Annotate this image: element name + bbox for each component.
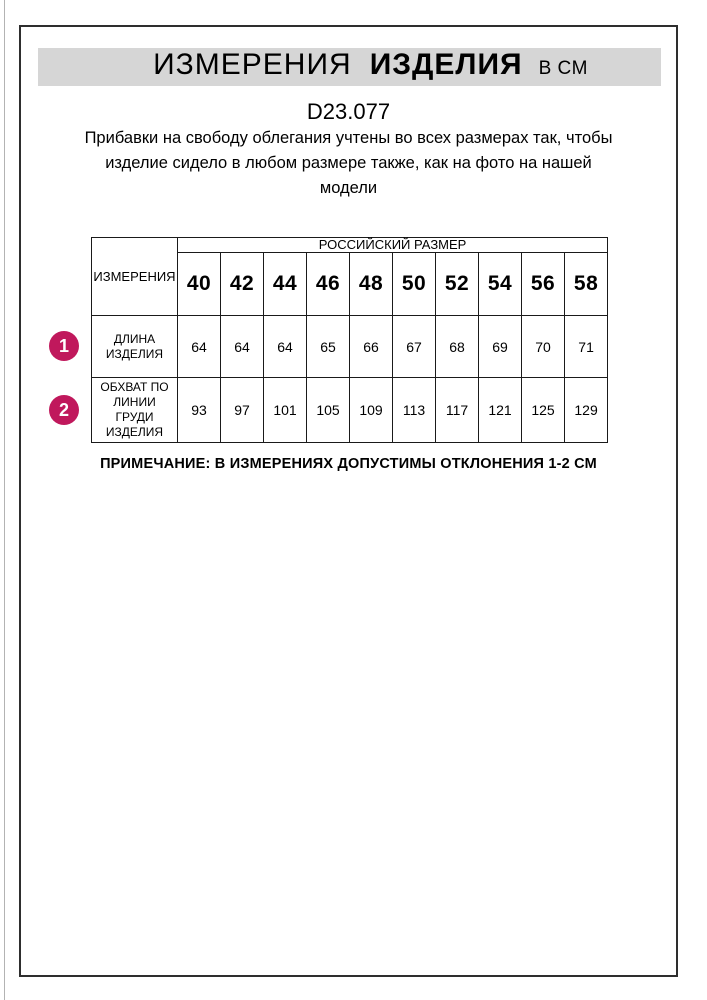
description-line: изделие сидело в любом размере также, как на фото на нашей bbox=[105, 154, 592, 172]
table-cell: 121 bbox=[479, 378, 522, 443]
size-header: 48 bbox=[350, 253, 393, 316]
table-row-chest bbox=[92, 378, 608, 443]
table-cell: 67 bbox=[393, 316, 436, 378]
size-header: 42 bbox=[221, 253, 264, 316]
article-code: D23.077 bbox=[306, 99, 391, 124]
description-line: модели bbox=[319, 179, 378, 197]
table-cell: 69 bbox=[479, 316, 522, 378]
size-table bbox=[91, 237, 608, 443]
row-label-chest: ОБХВАТ ПО ЛИНИИ ГРУДИ ИЗДЕЛИЯ bbox=[92, 378, 178, 443]
title-measurements-label: ИЗМЕРЕНИЯ bbox=[153, 48, 352, 81]
russian-size-group-header: РОССИЙСКИЙ РАЗМЕР bbox=[178, 238, 608, 253]
description-line: Прибавки на свободу облегания учтены во всех размерах так, чтобы bbox=[84, 129, 613, 147]
note-text: ПРИМЕЧАНИЕ: В ИЗМЕРЕНИЯХ ДОПУСТИМЫ ОТКЛОНЕНИЯ 1-2 СМ bbox=[100, 456, 597, 472]
measurements-column-header: ИЗМЕРЕНИЯ bbox=[92, 238, 178, 316]
size-header: 58 bbox=[565, 253, 608, 316]
size-header: 50 bbox=[393, 253, 436, 316]
row-marker-badge-1: 1 bbox=[49, 331, 79, 361]
table-cell: 66 bbox=[350, 316, 393, 378]
table-cell: 97 bbox=[221, 378, 264, 443]
table-cell: 64 bbox=[178, 316, 221, 378]
page-frame bbox=[19, 25, 678, 977]
size-header: 56 bbox=[522, 253, 565, 316]
row-label-length: ДЛИНА ИЗДЕЛИЯ bbox=[92, 316, 178, 378]
scan-artifact-line bbox=[4, 0, 5, 1000]
row-marker-badge-2: 2 bbox=[49, 395, 79, 425]
table-cell: 68 bbox=[436, 316, 479, 378]
size-header: 46 bbox=[307, 253, 350, 316]
title-units-label: В СМ bbox=[538, 58, 588, 79]
table-row-length bbox=[92, 316, 608, 378]
table-cell: 65 bbox=[307, 316, 350, 378]
table-cell: 64 bbox=[264, 316, 307, 378]
size-header: 44 bbox=[264, 253, 307, 316]
title-bar bbox=[38, 48, 661, 86]
table-cell: 105 bbox=[307, 378, 350, 443]
table-cell: 70 bbox=[522, 316, 565, 378]
table-cell: 93 bbox=[178, 378, 221, 443]
size-header: 40 bbox=[178, 253, 221, 316]
table-cell: 129 bbox=[565, 378, 608, 443]
table-cell: 64 bbox=[221, 316, 264, 378]
table-cell: 71 bbox=[565, 316, 608, 378]
size-header: 52 bbox=[436, 253, 479, 316]
table-cell: 117 bbox=[436, 378, 479, 443]
title-product-label: ИЗДЕЛИЯ bbox=[369, 48, 523, 81]
table-cell: 125 bbox=[522, 378, 565, 443]
table-cell: 101 bbox=[264, 378, 307, 443]
table-cell: 113 bbox=[393, 378, 436, 443]
description-paragraph bbox=[79, 126, 619, 201]
table-cell: 109 bbox=[350, 378, 393, 443]
size-header: 54 bbox=[479, 253, 522, 316]
